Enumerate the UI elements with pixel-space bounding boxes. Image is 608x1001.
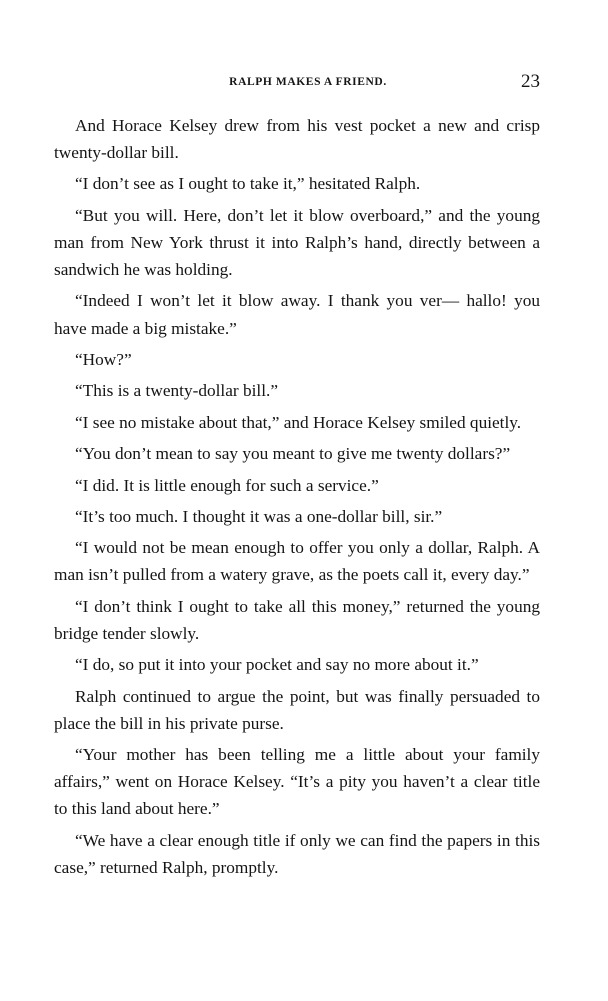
running-head: RALPH MAKES A FRIEND.: [229, 76, 387, 88]
paragraph: “I don’t see as I ought to take it,” hesitated Ralph.: [75, 174, 421, 194]
paragraph: “Indeed I won’t let it blow away. I thank you ver— hallo! you have made a big mistake.”: [54, 291, 540, 338]
paragraph: “We have a clear enough title if only we can find the papers in this case,” returned Ralph, promptly.: [54, 830, 540, 877]
paragraph: “I see no mistake about that,” and Horace Kelsey smiled quietly.: [75, 412, 522, 432]
paragraph: “This is a twenty-dollar bill.”: [75, 381, 279, 401]
paragraph: Ralph continued to argue the point, but was finally persuaded to place the bill in his private purse.: [54, 686, 540, 733]
paragraph: “But you will. Here, don’t let it blow overboard,” and the young man from New York thrust it into Ralph’s hand, directly between a sandwich he was holding.: [54, 205, 540, 280]
paragraph: “I do, so put it into your pocket and say no more about it.”: [75, 655, 479, 675]
paragraph: “I don’t think I ought to take all this money,” returned the young bridge tender slowly.: [54, 596, 540, 643]
paragraph: “How?”: [75, 349, 132, 369]
paragraph: And Horace Kelsey drew from his vest pocket a new and crisp twenty-dollar bill.: [54, 116, 540, 163]
body-text: [54, 112, 540, 885]
paragraph: “Your mother has been telling me a little about your family affairs,” went on Horace Kelsey. “It’s a pity you haven’t a clear title to this land about here.”: [54, 745, 540, 819]
paragraph: “You don’t mean to say you meant to give me twenty dollars?”: [75, 444, 511, 464]
paragraph: “I did. It is little enough for such a service.”: [75, 475, 379, 495]
paragraph: “It’s too much. I thought it was a one-dollar bill, sir.”: [75, 506, 443, 526]
page-number: 23: [521, 71, 540, 92]
paragraph: “I would not be mean enough to offer you only a dollar, Ralph. A man isn’t pulled from a watery grave, as the poets call it, every day.”: [54, 538, 540, 585]
page-header: [54, 70, 540, 94]
